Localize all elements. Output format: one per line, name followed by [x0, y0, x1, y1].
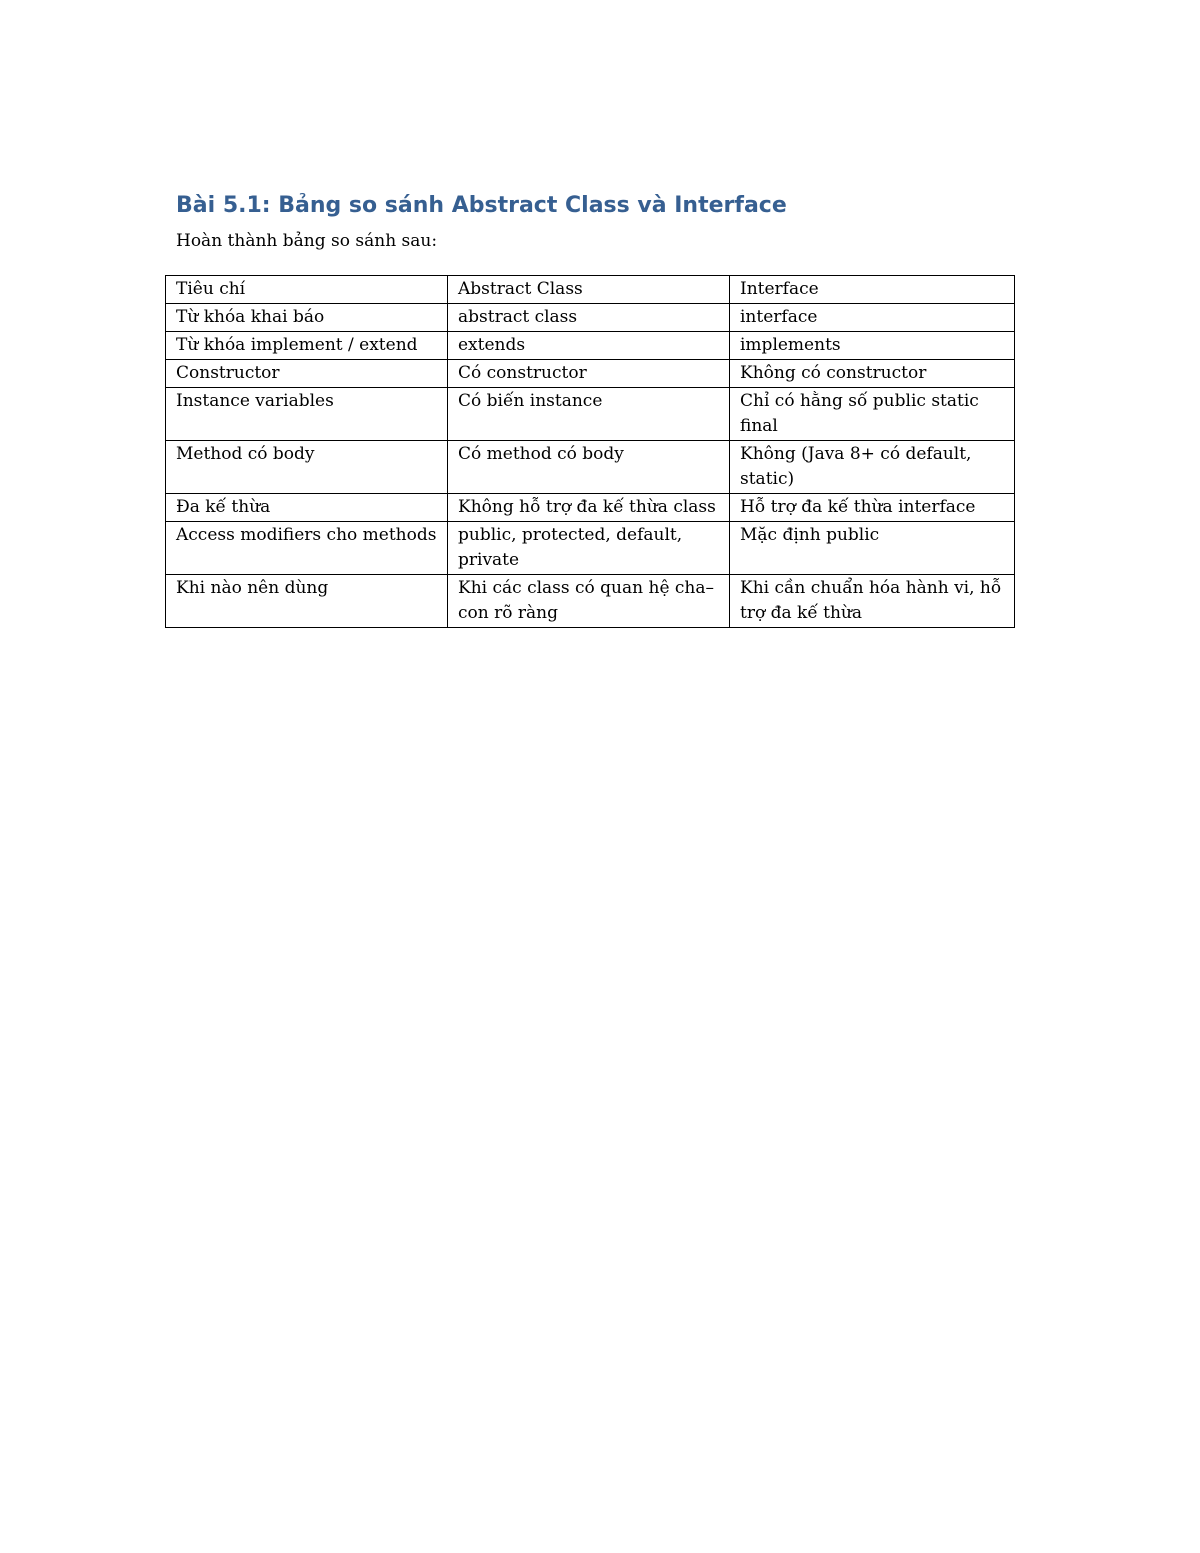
interface-cell: Chỉ có hằng số public static final: [730, 388, 1015, 441]
comparison-table: [165, 275, 1015, 628]
abstract-class-cell: extends: [448, 332, 730, 360]
interface-cell: interface: [730, 304, 1015, 332]
instruction-text: Hoàn thành bảng so sánh sau:: [176, 231, 438, 251]
abstract-class-cell: Có method có body: [448, 441, 730, 494]
criteria-cell: Instance variables: [166, 388, 448, 441]
header-interface: Interface: [730, 276, 1015, 304]
interface-cell: implements: [730, 332, 1015, 360]
abstract-class-cell: abstract class: [448, 304, 730, 332]
interface-cell: Không có constructor: [730, 360, 1015, 388]
header-criteria: Tiêu chí: [166, 276, 448, 304]
table-header-row: [166, 276, 1015, 304]
table-row: [166, 360, 1015, 388]
criteria-cell: Từ khóa implement / extend: [166, 332, 448, 360]
abstract-class-cell: Có constructor: [448, 360, 730, 388]
header-abstract-class: Abstract Class: [448, 276, 730, 304]
abstract-class-cell: public, protected, default, private: [448, 522, 730, 575]
table-row: [166, 494, 1015, 522]
abstract-class-cell: Khi các class có quan hệ cha–con rõ ràng: [448, 575, 730, 628]
criteria-cell: Từ khóa khai báo: [166, 304, 448, 332]
criteria-cell: Khi nào nên dùng: [166, 575, 448, 628]
table-row: [166, 441, 1015, 494]
interface-cell: Khi cần chuẩn hóa hành vi, hỗ trợ đa kế thừa: [730, 575, 1015, 628]
table-row: [166, 388, 1015, 441]
criteria-cell: Đa kế thừa: [166, 494, 448, 522]
table-row: [166, 304, 1015, 332]
exercise-heading: Bài 5.1: Bảng so sánh Abstract Class và Interface: [176, 193, 787, 218]
table-row: [166, 332, 1015, 360]
criteria-cell: Constructor: [166, 360, 448, 388]
abstract-class-cell: Có biến instance: [448, 388, 730, 441]
abstract-class-cell: Không hỗ trợ đa kế thừa class: [448, 494, 730, 522]
interface-cell: Không (Java 8+ có default, static): [730, 441, 1015, 494]
interface-cell: Hỗ trợ đa kế thừa interface: [730, 494, 1015, 522]
table-row: [166, 522, 1015, 575]
criteria-cell: Method có body: [166, 441, 448, 494]
criteria-cell: Access modifiers cho methods: [166, 522, 448, 575]
table-row: [166, 575, 1015, 628]
interface-cell: Mặc định public: [730, 522, 1015, 575]
